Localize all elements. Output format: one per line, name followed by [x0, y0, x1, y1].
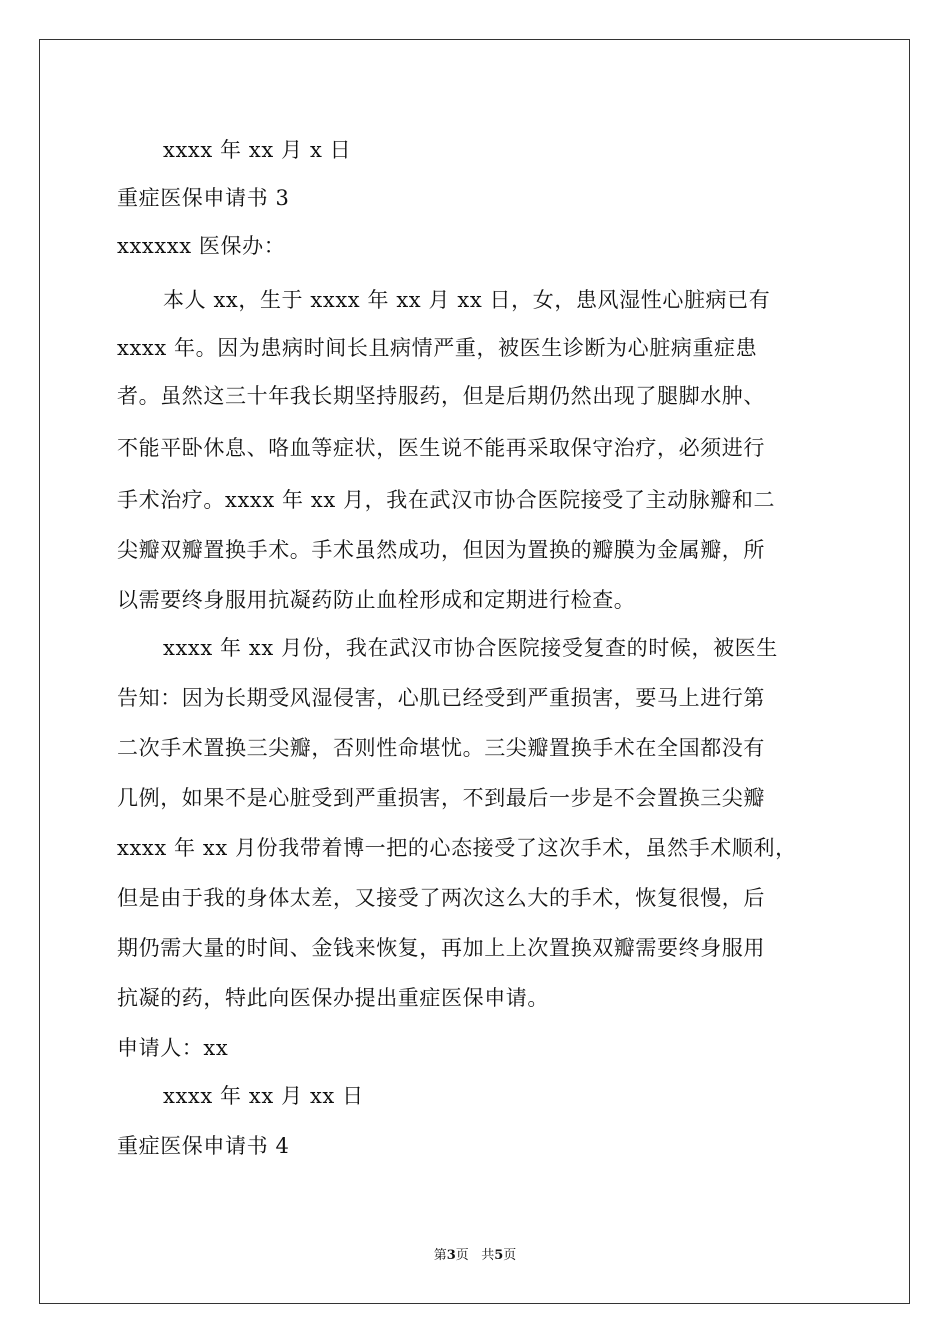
section-title: 重症医保申请书 3 — [117, 186, 290, 210]
body-line: xxxx 年 xx 月份，我在武汉市协合医院接受复查的时候，被医生 — [163, 636, 778, 660]
body-line: 期仍需大量的时间、金钱来恢复，再加上上次置换双瓣需要终身服用 — [117, 936, 765, 960]
body-line: 但是由于我的身体太差，又接受了两次这么大的手术，恢复很慢，后 — [117, 886, 765, 910]
page-footer — [0, 1247, 950, 1265]
body-line: 手术治疗。xxxx 年 xx 月，我在武汉市协合医院接受了主动脉瓣和二 — [117, 488, 776, 512]
body-line: 二次手术置换三尖瓣，否则性命堪忧。三尖瓣置换手术在全国都没有 — [117, 736, 765, 760]
section-title: 重症医保申请书 4 — [117, 1134, 290, 1158]
body-line: xxxx 年。因为患病时间长且病情严重，被医生诊断为心脏病重症患 — [117, 336, 758, 360]
body-line: xxxx 年 xx 月份我带着博一把的心态接受了这次手术，虽然手术顺利， — [117, 836, 797, 860]
body-line: 本人 xx，生于 xxxx 年 xx 月 xx 日，女，患风湿性心脏病已有 — [163, 288, 771, 312]
body-line: 以需要终身服用抗凝药防止血栓形成和定期进行检查。 — [117, 588, 636, 612]
page-mid: 页 共 — [455, 1248, 495, 1263]
salutation: xxxxxx 医保办： — [117, 234, 286, 258]
body-line: 者。虽然这三十年我长期坚持服药，但是后期仍然出现了腿脚水肿、 — [117, 384, 765, 408]
date-line: xxxx 年 xx 月 xx 日 — [163, 1084, 364, 1108]
body-line: 尖瓣双瓣置换手术。手术虽然成功，但因为置换的瓣膜为金属瓣，所 — [117, 538, 765, 562]
applicant-line: 申请人：xx — [117, 1036, 229, 1060]
body-line: 不能平卧休息、咯血等症状，医生说不能再采取保守治疗，必须进行 — [117, 436, 765, 460]
page-suffix: 页 — [503, 1248, 517, 1263]
body-line: 告知：因为长期受风湿侵害，心肌已经受到严重损害，要马上进行第 — [117, 686, 765, 710]
page-prefix: 第 — [433, 1248, 447, 1263]
page-border — [39, 39, 910, 1304]
body-line: 几例，如果不是心脏受到严重损害，不到最后一步是不会置换三尖瓣 — [117, 786, 765, 810]
page-current: 3 — [446, 1248, 456, 1263]
page-total: 5 — [494, 1248, 504, 1263]
date-line: xxxx 年 xx 月 x 日 — [163, 138, 352, 162]
body-line: 抗凝的药，特此向医保办提出重症医保申请。 — [117, 986, 549, 1010]
